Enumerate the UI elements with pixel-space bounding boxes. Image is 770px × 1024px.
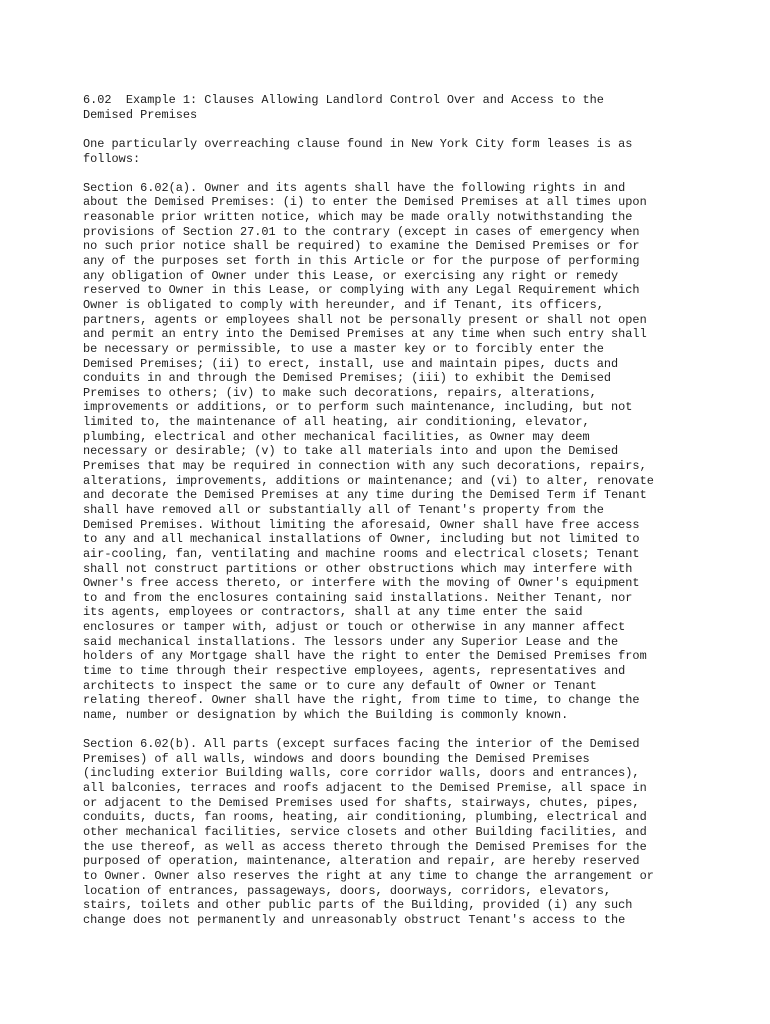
text-line: location of entrances, passageways, doors, doorways, corridors, elevators, — [83, 883, 612, 898]
text-line: shall have removed all or substantially all of Tenant's property from the — [83, 502, 604, 517]
text-line: air-cooling, fan, ventilating and machine rooms and electrical closets; Tenant — [83, 546, 640, 561]
text-line: Premises) of all walls, windows and doors bounding the Demised Premises — [83, 751, 590, 766]
text-line: partners, agents or employees shall not be personally present or shall not open — [83, 312, 647, 327]
text-line: Owner's free access thereto, or interfere with the moving of Owner's equipment — [83, 576, 640, 591]
text-line: Premises to others; (iv) to make such decorations, repairs, alterations, — [83, 385, 597, 400]
text-line: alterations, improvements, additions or maintenance; and (vi) to alter, renovate — [83, 473, 654, 488]
text-line: (including exterior Building walls, core corridor walls, doors and entrances), — [83, 766, 640, 781]
text-line: be necessary or permissible, to use a master key or to forcibly enter the — [83, 341, 604, 356]
text-line: all balconies, terraces and roofs adjacent to the Demised Premise, all space in — [83, 781, 647, 796]
text-line: other mechanical facilities, service closets and other Building facilities, and — [83, 825, 647, 840]
text-line: shall not construct partitions or other obstructions which may interfere with — [83, 561, 633, 576]
text-line: Owner is obligated to comply with hereunder, and if Tenant, its officers, — [83, 297, 604, 312]
text-line: name, number or designation by which the Building is commonly known. — [83, 707, 569, 722]
text-line: Premises that may be required in connection with any such decorations, repairs, — [83, 459, 647, 474]
text-line: Section 6.02(b). All parts (except surfaces facing the interior of the Demised — [83, 737, 640, 752]
document-page — [83, 93, 693, 942]
section-6-02-b-paragraph — [83, 737, 693, 927]
text-line: necessary or desirable; (v) to take all materials into and upon the Demised — [83, 444, 619, 459]
text-line: to any and all mechanical installations of Owner, including but not limited to — [83, 532, 640, 547]
text-line: Demised Premises — [83, 107, 198, 122]
text-line: Demised Premises. Without limiting the aforesaid, Owner shall have free access — [83, 517, 640, 532]
text-line: and decorate the Demised Premises at any time during the Demised Term if Tenant — [83, 488, 647, 503]
text-line: no such prior notice shall be required) to examine the Demised Premises or for — [83, 239, 640, 254]
text-line: architects to inspect the same or to cure any default of Owner or Tenant — [83, 678, 597, 693]
text-line: reasonable prior written notice, which may be made orally notwithstanding the — [83, 210, 633, 225]
text-line: the use thereof, as well as access thereto through the Demised Premises for the — [83, 839, 647, 854]
text-line: 6.02 Example 1: Clauses Allowing Landlord Control Over and Access to the — [83, 93, 604, 107]
text-line: any of the purposes set forth in this Article or for the purpose of performing — [83, 254, 640, 269]
text-line: Section 6.02(a). Owner and its agents shall have the following rights in and — [83, 180, 626, 195]
section-6-02-a-paragraph — [83, 181, 693, 723]
text-line: time to time through their respective employees, agents, representatives and — [83, 663, 626, 678]
text-line: about the Demised Premises: (i) to enter the Demised Premises at all times upon — [83, 195, 647, 210]
text-line: enclosures or tamper with, adjust or touch or otherwise in any manner affect — [83, 620, 626, 635]
text-line: purposed of operation, maintenance, alteration and repair, are hereby reserved — [83, 854, 640, 869]
intro-paragraph — [83, 137, 693, 166]
text-line: or adjacent to the Demised Premises used for shafts, stairways, chutes, pipes, — [83, 795, 640, 810]
text-line: provisions of Section 27.01 to the contrary (except in cases of emergency when — [83, 224, 640, 239]
text-line: follows: — [83, 151, 141, 166]
text-line: holders of any Mortgage shall have the right to enter the Demised Premises from — [83, 649, 647, 664]
text-line: reserved to Owner in this Lease, or complying with any Legal Requirement which — [83, 283, 640, 298]
text-line: conduits, ducts, fan rooms, heating, air conditioning, plumbing, electrical and — [83, 810, 647, 825]
text-line: and permit an entry into the Demised Premises at any time when such entry shall — [83, 327, 647, 342]
text-line: said mechanical installations. The lessors under any Superior Lease and the — [83, 634, 619, 649]
text-line: any obligation of Owner under this Lease, or exercising any right or remedy — [83, 268, 619, 283]
text-line: plumbing, electrical and other mechanical facilities, as Owner may deem — [83, 429, 590, 444]
text-line: its agents, employees or contractors, shall at any time enter the said — [83, 605, 583, 620]
text-line: to and from the enclosures containing said installations. Neither Tenant, nor — [83, 590, 633, 605]
text-line: conduits in and through the Demised Premises; (iii) to exhibit the Demised — [83, 371, 612, 386]
text-line: One particularly overreaching clause found in New York City form leases is as — [83, 136, 633, 151]
text-line: to Owner. Owner also reserves the right at any time to change the arrangement or — [83, 868, 654, 883]
text-line: relating thereof. Owner shall have the right, from time to time, to change the — [83, 693, 640, 708]
text-line: improvements or additions, or to perform such maintenance, including, but not — [83, 400, 633, 415]
text-line: limited to, the maintenance of all heating, air conditioning, elevator, — [83, 415, 590, 430]
text-line: stairs, toilets and other public parts of the Building, provided (i) any such — [83, 898, 633, 913]
text-line: change does not permanently and unreasonably obstruct Tenant's access to the — [83, 912, 626, 927]
section-heading — [83, 93, 693, 122]
text-line: Demised Premises; (ii) to erect, install, use and maintain pipes, ducts and — [83, 356, 619, 371]
